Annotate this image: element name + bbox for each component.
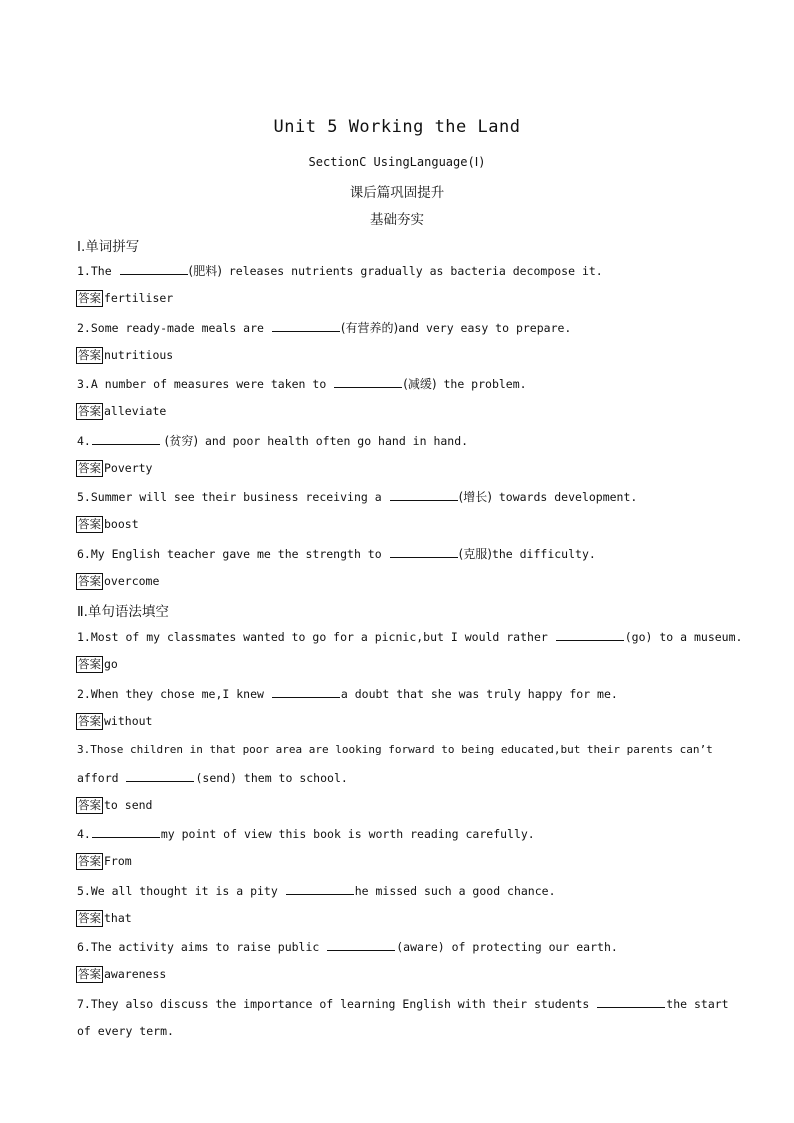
q-text: the start xyxy=(666,997,729,1011)
answer-text: without xyxy=(104,714,153,728)
q-text: (go) to a museum. xyxy=(624,630,743,644)
page-title: Unit 5 Working the Land xyxy=(273,117,521,137)
q-text: the problem. xyxy=(436,377,527,391)
q-text: and very easy to prepare. xyxy=(398,321,572,335)
s2-answer-1 xyxy=(76,656,118,673)
s2-question-7 xyxy=(77,996,729,1012)
answer-label: 答案 xyxy=(78,967,101,981)
q-text: 7.They also discuss the importance of learning English with their students xyxy=(77,997,597,1011)
q-text: 4. xyxy=(77,434,91,448)
s2-question-7-line2: of every term. xyxy=(77,1024,174,1038)
answer-label: 答案 xyxy=(78,461,101,475)
q-text: towards development. xyxy=(491,490,638,504)
answer-blank xyxy=(272,696,340,698)
q-text: the difficulty. xyxy=(491,547,596,561)
q-text: 6.My English teacher gave me the strength to xyxy=(77,547,389,561)
answer-blank xyxy=(597,1006,665,1008)
q-text: releases nutrients gradually as bacteria decompose it. xyxy=(221,264,603,278)
s1-question-3 xyxy=(77,376,722,392)
answer-text: boost xyxy=(104,517,139,531)
answer-text: alleviate xyxy=(104,404,167,418)
s1-answer-3 xyxy=(76,403,166,420)
q-text: my point of view this book is worth reading carefully. xyxy=(160,827,535,841)
answer-label: 答案 xyxy=(78,798,101,812)
answer-label: 答案 xyxy=(78,348,101,362)
answer-text: that xyxy=(104,911,132,925)
answer-blank xyxy=(390,499,458,501)
q-hint: (有营养的) xyxy=(340,321,399,335)
q-text: 1.Most of my classmates wanted to go for a picnic,but I would rather xyxy=(77,630,555,644)
q-hint: (减缓) xyxy=(403,377,437,391)
q-text: 5.Summer will see their business receiving a xyxy=(77,490,389,504)
subheading-consolidate: 课后篇巩固提升 xyxy=(349,185,445,201)
answer-blank xyxy=(286,893,354,895)
q-text: 2.When they chose me,I knew xyxy=(77,687,271,701)
q-text: 1.The xyxy=(77,264,119,278)
s2-question-5 xyxy=(77,883,722,899)
q-hint: (肥料) xyxy=(188,264,222,278)
s2-answer-4 xyxy=(76,853,132,870)
answer-text: Poverty xyxy=(104,461,153,475)
answer-blank xyxy=(556,639,624,641)
q-text: (send) them to school. xyxy=(195,771,348,785)
s1-answer-5 xyxy=(76,516,139,533)
s2-answer-5 xyxy=(76,910,132,927)
subheading-basics: 基础夯实 xyxy=(370,212,424,228)
answer-label: 答案 xyxy=(78,404,101,418)
answer-text: overcome xyxy=(104,574,160,588)
q-text: and poor health often go hand in hand. xyxy=(198,434,469,448)
s2-question-4 xyxy=(77,826,722,842)
s1-question-1 xyxy=(77,263,722,279)
answer-label: 答案 xyxy=(78,291,101,305)
answer-label: 答案 xyxy=(78,574,101,588)
s2-answer-6 xyxy=(76,966,166,983)
section-subtitle: SectionC UsingLanguage(Ⅰ) xyxy=(308,155,486,169)
answer-text: From xyxy=(104,854,132,868)
answer-text: go xyxy=(104,657,118,671)
q-text: 6.The activity aims to raise public xyxy=(77,940,327,954)
s1-question-4 xyxy=(77,433,722,449)
s2-question-3-line2 xyxy=(77,770,722,786)
q-hint: (克服) xyxy=(458,547,492,561)
answer-blank xyxy=(327,949,395,951)
answer-blank xyxy=(92,443,160,445)
s1-answer-1 xyxy=(76,290,173,307)
q-text: afford xyxy=(77,771,126,785)
answer-blank xyxy=(272,330,340,332)
answer-label: 答案 xyxy=(78,517,101,531)
s1-question-6 xyxy=(77,546,722,562)
answer-blank xyxy=(390,556,458,558)
answer-text: fertiliser xyxy=(104,291,174,305)
answer-label: 答案 xyxy=(78,911,101,925)
q-hint: (贫穷) xyxy=(160,434,199,448)
answer-label: 答案 xyxy=(78,657,101,671)
q-text: 5.We all thought it is a pity xyxy=(77,884,285,898)
answer-blank xyxy=(120,273,188,275)
s1-answer-6 xyxy=(76,573,159,590)
section2-heading: Ⅱ.单句语法填空 xyxy=(77,604,169,620)
s2-question-2 xyxy=(77,686,722,702)
s2-answer-3 xyxy=(76,797,152,814)
q-hint: (增长) xyxy=(458,490,492,504)
s1-question-5 xyxy=(77,489,722,505)
q-text: 3.A number of measures were taken to xyxy=(77,377,334,391)
answer-blank xyxy=(92,836,160,838)
answer-blank xyxy=(334,386,402,388)
answer-label: 答案 xyxy=(78,854,101,868)
answer-blank xyxy=(126,780,194,782)
section1-heading: Ⅰ.单词拼写 xyxy=(77,239,140,255)
s2-question-1 xyxy=(77,629,743,645)
s2-question-3-line1: 3.Those children in that poor area are looking forward to being educated,but their parents can’t xyxy=(77,743,713,756)
answer-text: to send xyxy=(104,798,153,812)
q-text: a doubt that she was truly happy for me. xyxy=(340,687,618,701)
s2-answer-2 xyxy=(76,713,152,730)
s1-question-2 xyxy=(77,320,722,336)
q-text: he missed such a good chance. xyxy=(354,884,556,898)
answer-text: awareness xyxy=(104,967,167,981)
s2-question-6 xyxy=(77,939,722,955)
q-text: 4. xyxy=(77,827,91,841)
q-text: (aware) of protecting our earth. xyxy=(396,940,618,954)
s1-answer-4 xyxy=(76,460,152,477)
s1-answer-2 xyxy=(76,347,173,364)
answer-text: nutritious xyxy=(104,348,174,362)
answer-label: 答案 xyxy=(78,714,101,728)
q-text: 2.Some ready-made meals are xyxy=(77,321,271,335)
